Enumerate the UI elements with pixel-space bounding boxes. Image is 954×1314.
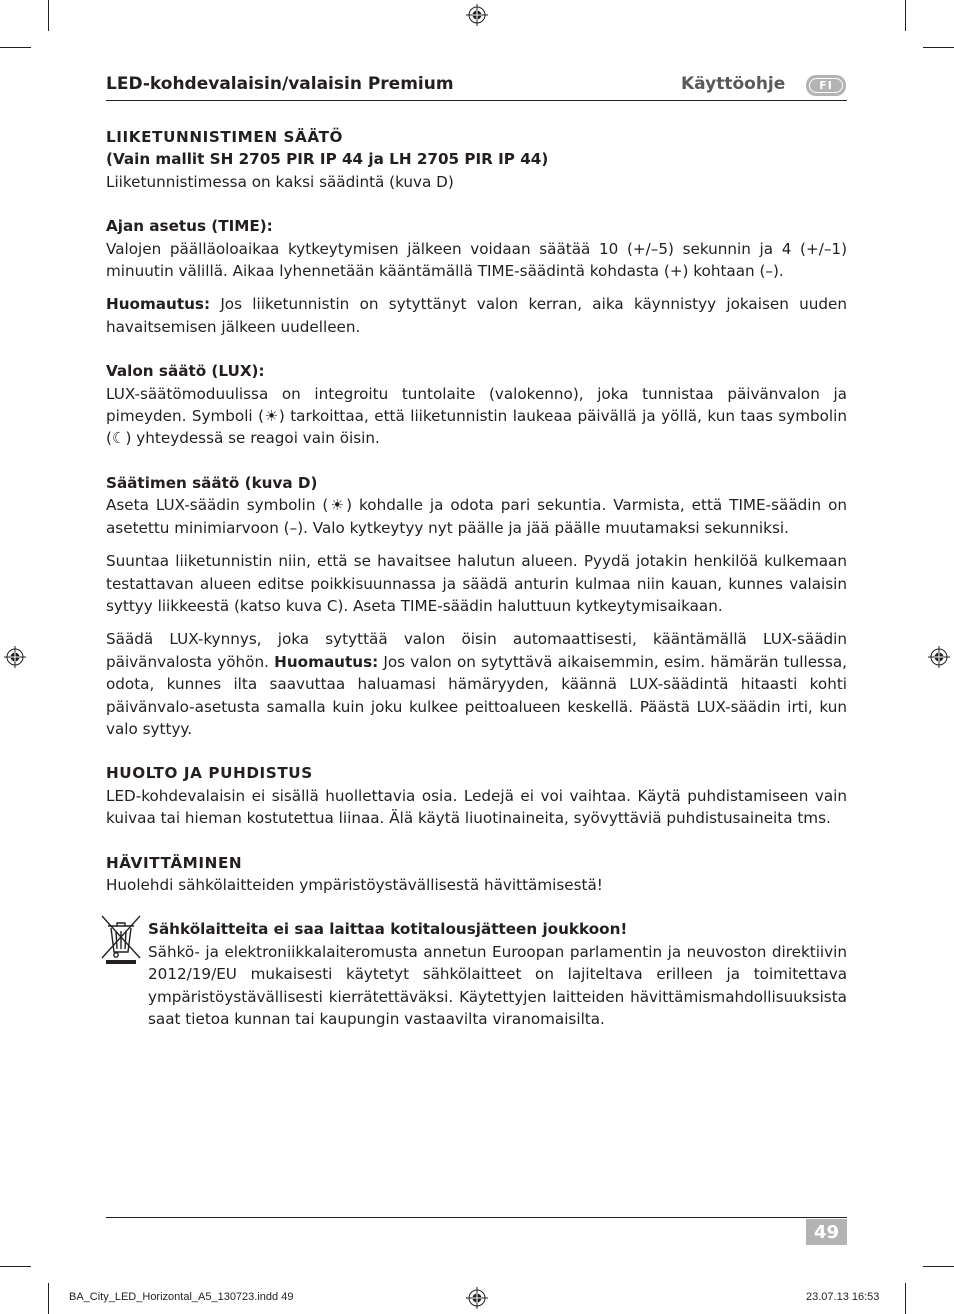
- maintenance-body: LED-kohdevalaisin ei sisällä huollettavia osia. Ledejä ei voi vaihtaa. Käytä puhdistamiseen vain kuivaa tai hieman kostutettua liinaa. Älä käytä liuotinaineita, syövyttäviä puhdistusaineita tms.: [106, 786, 847, 828]
- crop-mark: [923, 47, 954, 48]
- motion-sensor-models: (Vain mallit SH 2705 PIR IP 44 ja LH 2705 PIR IP 44): [106, 150, 549, 169]
- header-rule: [106, 100, 847, 101]
- crop-mark: [48, 1283, 49, 1314]
- motion-sensor-heading: LIIKETUNNISTIMEN SÄÄTÖ: [106, 128, 344, 146]
- crop-mark: [0, 1266, 31, 1267]
- registration-mark-icon: [4, 646, 26, 668]
- adjust-paragraph-3: [106, 628, 847, 740]
- weee-text: [148, 918, 847, 1030]
- weee-heading: Sähkölaitteita ei saa laittaa kotitalousjätteen joukkoon!: [148, 920, 628, 939]
- footer-rule: [106, 1217, 847, 1218]
- registration-mark-icon: [928, 646, 950, 668]
- note-label: Huomautus:: [106, 295, 211, 314]
- crossed-bin-icon: [100, 912, 142, 964]
- crop-mark: [48, 0, 49, 31]
- adjust-paragraph-1: Aseta LUX-säädin symbolin (☀) kohdalle ja odota pari sekuntia. Varmista, että TIME-säädin on asetettu minimiarvoon (–). Valo kytkeytyy nyt päälle ja jää päälle muutamaksi sekunniksi.: [106, 496, 847, 537]
- time-heading: Ajan asetus (TIME):: [106, 217, 273, 236]
- weee-body: Sähkö- ja elektroniikkalaiteromusta annetun Euroopan parlamentin ja neuvoston direktiivin 2012/19/EU mukaisesti käytetyt sähkölaitteet on lajiteltava erilleen ja toimitettava ympäristöystävällisesti kierrätettäväksi. Käytettyjen laitteiden hävittämismahdollisuuksista saat tietoa kunnan tai kaupungin vastaavilta viranomaisilta.: [148, 942, 847, 1028]
- registration-mark-icon: [466, 4, 488, 26]
- adjust-text: Säädä LUX-kynnys, joka sytyttää valon öisin automaattisesti, kääntämällä LUX-säädin päivänvalosta yöhön.: [106, 630, 847, 671]
- crop-mark: [905, 0, 906, 31]
- main-content: [106, 126, 847, 1030]
- note-label: Huomautus:: [274, 652, 379, 671]
- lux-body: LUX-säätömoduulissa on integroitu tuntolaite (valokenno), joka tunnistaa päivänvalon ja pimeyden. Symboli (☀) tarkoittaa, että liiketunnistin laukeaa päivällä ja yöllä, kun taas symbolin (☾) yhteydessä se reagoi vain öisin.: [106, 384, 847, 448]
- language-code: FI: [819, 79, 833, 92]
- crop-mark: [923, 1266, 954, 1267]
- slug-filename: BA_City_LED_Horizontal_A5_130723.indd 49: [69, 1291, 294, 1303]
- disposal-heading: HÄVITTÄMINEN: [106, 853, 243, 872]
- crop-mark: [0, 47, 31, 48]
- registration-mark-icon: [466, 1287, 488, 1309]
- lux-heading: Valon säätö (LUX):: [106, 362, 265, 381]
- time-note: [106, 293, 847, 338]
- language-badge: [806, 75, 846, 96]
- page-number: 49: [806, 1219, 847, 1245]
- note-text: Jos liiketunnistin on sytyttänyt valon kerran, aika käynnistyy jokaisen uuden havaitsemisen jälkeen uudelleen.: [106, 295, 847, 336]
- disposal-body: Huolehdi sähkölaitteiden ympäristöystävällisestä hävittämisestä!: [106, 875, 603, 894]
- maintenance-heading: HUOLTO JA PUHDISTUS: [106, 764, 313, 783]
- adjust-paragraph-2: Suuntaa liiketunnistin niin, että se havaitsee halutun alueen. Pyydä jotakin henkilöä kulkemaan testattavan alueen editse poikkisuunnassa ja säädä anturin kulmaa niin kauan, kunnes valaisin syttyy liikkeestä (katso kuva C). Aseta TIME-säädin haluttuun kytkeytymisaikaan.: [106, 552, 847, 615]
- document-title: LED-kohdevalaisin/valaisin Premium: [106, 74, 454, 94]
- slug-timestamp: 23.07.13 16:53: [806, 1291, 880, 1303]
- motion-sensor-intro: Liiketunnistimessa on kaksi säädintä (kuva D): [106, 172, 454, 191]
- adjust-heading: Säätimen säätö (kuva D): [106, 473, 318, 492]
- crop-mark: [905, 1283, 906, 1314]
- section-label: Käyttöohje: [681, 74, 786, 94]
- adjust-text: Jos valon on sytyttävä aikaisemmin, esim. hämärän tullessa, odota, kunnes ilta saavuttaa haluamasi hämäryyden, käännä LUX-säädintä hitaasti kohti päivänvalo-asetusta samalla kuin joku kulkee peittoalueen keskellä. Päästä LUX-säädin irti, kun valo syttyy.: [106, 652, 848, 738]
- time-body: Valojen päälläoloaikaa kytkeytymisen jälkeen voidaan säätää 10 (+/–5) sekunnin ja 4 (+/–1) minuutin välillä. Aikaa lyhennetään kääntämällä TIME-säädintä kohdasta (+) kohtaan (–).: [106, 239, 847, 281]
- weee-notice: [106, 918, 847, 1030]
